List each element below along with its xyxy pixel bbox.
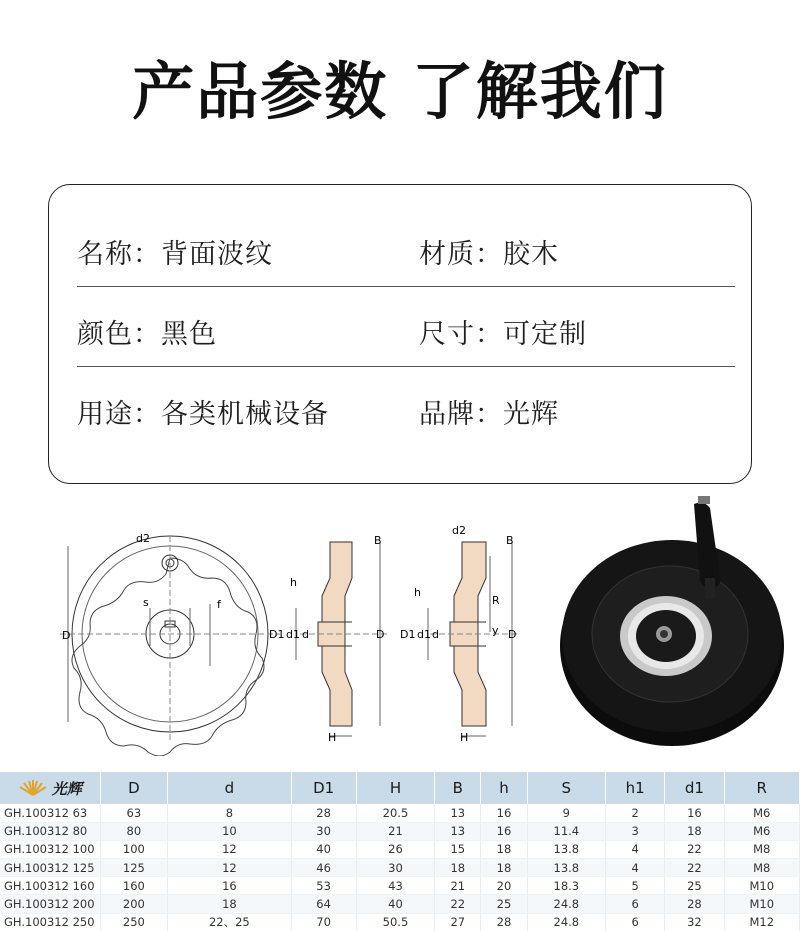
table-cell: 6 — [606, 913, 665, 931]
table-cell: 22 — [665, 859, 724, 877]
spec-table — [0, 772, 800, 931]
param-row — [49, 211, 753, 291]
label-D: D — [376, 628, 385, 641]
table-cell: 25 — [665, 877, 724, 895]
label-D: D — [508, 628, 517, 641]
label-d1: d1 — [417, 628, 431, 641]
table-header-row — [0, 772, 800, 804]
label-h: h — [414, 586, 421, 599]
label-d2: d2 — [452, 524, 466, 537]
col-header: B — [435, 772, 481, 804]
table-cell: 40 — [291, 840, 356, 858]
table-cell: 13.8 — [527, 859, 606, 877]
col-header: h — [481, 772, 527, 804]
col-header: D1 — [291, 772, 356, 804]
table-cell: 28 — [481, 913, 527, 931]
col-header: D — [100, 772, 168, 804]
table-cell: 18 — [481, 840, 527, 858]
table-cell: 22、25 — [168, 913, 291, 931]
table-cell: 80 — [100, 822, 168, 840]
label-d2: d2 — [136, 532, 150, 545]
param-row — [49, 371, 753, 451]
label-h: h — [290, 576, 297, 589]
table-cell: 32 — [665, 913, 724, 931]
front-view-drawing — [60, 536, 280, 756]
label-D-front: D — [62, 629, 71, 642]
table-cell: 16 — [665, 804, 724, 822]
table-cell: 18 — [665, 822, 724, 840]
label-D1: D1 — [400, 628, 416, 641]
label-d: d — [432, 628, 439, 641]
table-cell: 26 — [356, 840, 435, 858]
label-H: H — [460, 731, 469, 744]
model-cell: GH.100312 125 — [0, 859, 100, 877]
model-cell: GH.100312 80 — [0, 822, 100, 840]
table-cell: M8 — [724, 840, 799, 858]
table-cell: 46 — [291, 859, 356, 877]
param-usage: 用途：各类机械设备 — [77, 398, 329, 430]
table-cell: 200 — [100, 895, 168, 913]
param-color: 颜色：黑色 — [77, 318, 217, 350]
table-cell: 12 — [168, 859, 291, 877]
table-cell: 4 — [606, 840, 665, 858]
label-B: B — [374, 534, 382, 547]
page-title: 产品参数 了解我们 — [132, 55, 668, 128]
table-cell: 11.4 — [527, 822, 606, 840]
brand-name: 光辉 — [51, 779, 82, 798]
table-row — [0, 877, 800, 895]
table-cell: 53 — [291, 877, 356, 895]
table-cell: 3 — [606, 822, 665, 840]
table-cell: 125 — [100, 859, 168, 877]
table-cell: 63 — [100, 804, 168, 822]
table-cell: 64 — [291, 895, 356, 913]
table-cell: 16 — [481, 804, 527, 822]
table-cell: 6 — [606, 895, 665, 913]
param-brand: 品牌：光辉 — [419, 398, 559, 430]
table-cell: M6 — [724, 822, 799, 840]
model-cell: GH.100312 160 — [0, 877, 100, 895]
divider — [77, 286, 735, 287]
table-cell: 30 — [291, 822, 356, 840]
table-cell: 20.5 — [356, 804, 435, 822]
technical-drawings — [0, 496, 800, 756]
label-f: f — [217, 598, 221, 611]
table-cell: 10 — [168, 822, 291, 840]
table-cell: 8 — [168, 804, 291, 822]
brand-header — [0, 772, 100, 804]
table-cell: 30 — [356, 859, 435, 877]
table-cell: 100 — [100, 840, 168, 858]
table-cell: 25 — [481, 895, 527, 913]
table-cell: M10 — [724, 895, 799, 913]
table-cell: M12 — [724, 913, 799, 931]
table-cell: 22 — [665, 840, 724, 858]
table-cell: 27 — [435, 913, 481, 931]
table-cell: 18 — [481, 859, 527, 877]
table-cell: 13 — [435, 822, 481, 840]
table-row — [0, 840, 800, 858]
table-cell: 9 — [527, 804, 606, 822]
table-cell: 40 — [356, 895, 435, 913]
sunburst-icon — [18, 780, 48, 796]
table-cell: 28 — [291, 804, 356, 822]
table-row — [0, 895, 800, 913]
table-cell: 2 — [606, 804, 665, 822]
col-header: h1 — [606, 772, 665, 804]
table-cell: 28 — [665, 895, 724, 913]
table-cell: 12 — [168, 840, 291, 858]
table-row — [0, 859, 800, 877]
table-cell: 16 — [168, 877, 291, 895]
table-cell: 21 — [435, 877, 481, 895]
col-header: d — [168, 772, 291, 804]
col-header: d1 — [665, 772, 724, 804]
table-cell: 13 — [435, 804, 481, 822]
param-row — [49, 291, 753, 371]
table-cell: M8 — [724, 859, 799, 877]
table-cell: 18.3 — [527, 877, 606, 895]
col-header: R — [724, 772, 799, 804]
table-cell: 50.5 — [356, 913, 435, 931]
col-header: S — [527, 772, 606, 804]
label-s: s — [143, 596, 149, 609]
label-R: R — [492, 594, 500, 607]
table-cell: 70 — [291, 913, 356, 931]
param-size: 尺寸：可定制 — [419, 318, 587, 350]
table-cell: 16 — [481, 822, 527, 840]
col-header: H — [356, 772, 435, 804]
table-row — [0, 913, 800, 931]
model-cell: GH.100312 100 — [0, 840, 100, 858]
divider — [77, 366, 735, 367]
table-cell: 250 — [100, 913, 168, 931]
param-name: 名称：背面波纹 — [77, 238, 273, 270]
model-cell: GH.100312 200 — [0, 895, 100, 913]
table-cell: 18 — [168, 895, 291, 913]
label-H: H — [328, 731, 337, 744]
table-cell: 24.8 — [527, 913, 606, 931]
product-photo — [560, 496, 784, 746]
label-y: y — [492, 624, 499, 637]
table-cell: 160 — [100, 877, 168, 895]
table-row — [0, 804, 800, 822]
table-cell: 5 — [606, 877, 665, 895]
table-cell: 15 — [435, 840, 481, 858]
param-material: 材质：胶木 — [419, 238, 559, 270]
side-view-drawing — [428, 542, 520, 736]
table-cell: 18 — [435, 859, 481, 877]
table-cell: 21 — [356, 822, 435, 840]
table-cell: M6 — [724, 804, 799, 822]
table-cell: 22 — [435, 895, 481, 913]
params-card — [48, 184, 752, 484]
table-cell: 20 — [481, 877, 527, 895]
label-B: B — [506, 534, 514, 547]
label-D1: D1 — [269, 628, 285, 641]
table-cell: 24.8 — [527, 895, 606, 913]
model-cell: GH.100312 250 — [0, 913, 100, 931]
table-row — [0, 822, 800, 840]
table-cell: M10 — [724, 877, 799, 895]
table-cell: 13.8 — [527, 840, 606, 858]
label-d1: d1 — [286, 628, 300, 641]
table-cell: 43 — [356, 877, 435, 895]
label-d: d — [302, 628, 309, 641]
table-cell: 4 — [606, 859, 665, 877]
model-cell: GH.100312 63 — [0, 804, 100, 822]
